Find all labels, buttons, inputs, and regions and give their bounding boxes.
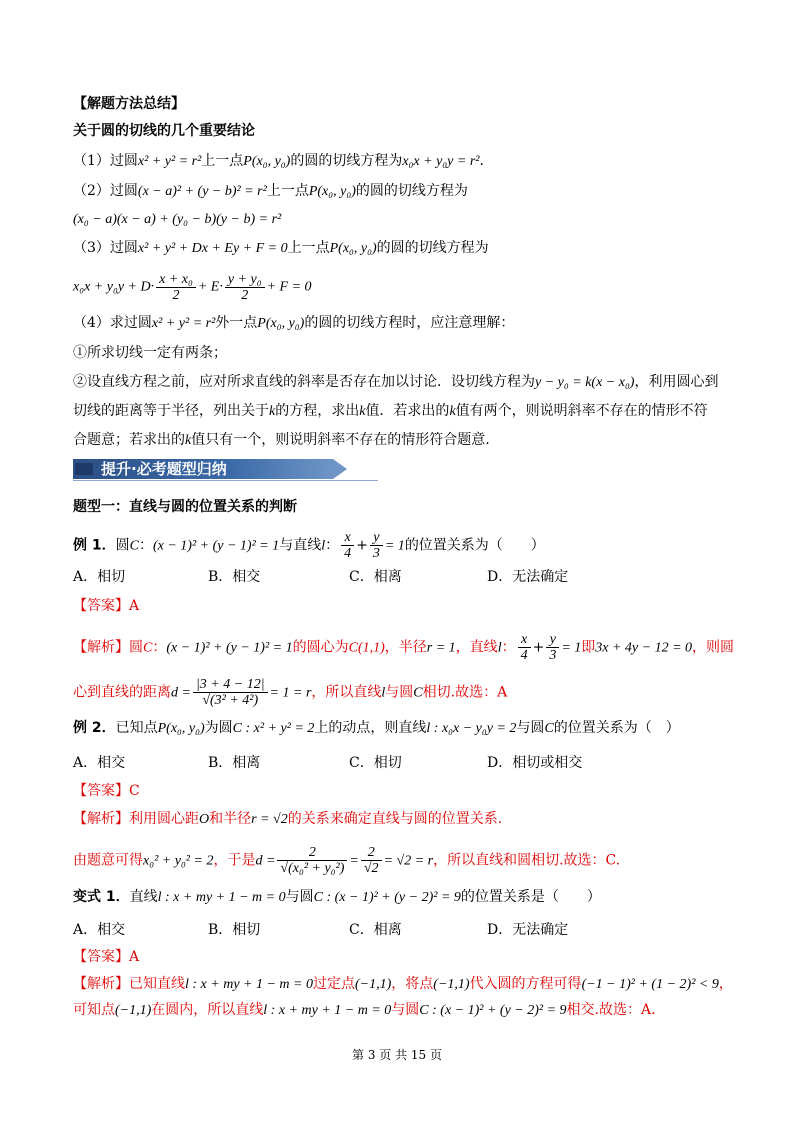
line-eq: l : x + my + 1 − m = 0 [263,1003,392,1018]
fixed-point: (−1,1) [115,1003,152,1018]
rule-2-point: P(x₀, y₀) [308,184,356,199]
rule-3 [73,238,489,259]
numerator: |3 + 4 − 12| [193,677,268,693]
fixed-point: (−1,1) [433,977,470,992]
rule-3-result-a: x₀x + y₀y + D· [73,279,155,295]
circle-name: C [413,685,423,701]
rule-2-circle-eq: (x − a)² + (y − b)² = r² [137,184,267,199]
radius: r = 1 [426,640,456,656]
rule-1-circle-eq: x² + y² = r² [137,154,202,169]
text: 在圆内，所以直线 [151,1002,264,1018]
ex1-answer: 【答案】A [73,598,140,614]
rule-3-result [73,272,312,303]
ex2-option-c[interactable]: C．相切 [349,755,402,771]
note-3-text: 切线的距离等于半径，列出关于 [73,403,269,419]
rule-3-fraction-y [225,272,265,303]
example-1-label: 例 1． [73,537,116,554]
ex1-solution-2 [73,677,507,708]
distance-fraction [193,677,268,708]
text: ，所以直线 [311,684,382,701]
ex2-solution-1 [73,809,502,830]
rule-4-circle-eq: x² + y² = r² [151,316,216,331]
denominator: 3 [372,546,380,561]
plus: + [532,639,545,656]
rule-4-text-c: 的圆的切线方程时，应注意理解： [304,315,515,331]
numerator: y [370,530,383,546]
text: 的圆心为 [292,639,349,656]
line-eq: 3x + 4y − 12 = 0 [595,640,693,656]
rule-2-text: （2）过圆 [73,183,138,199]
note-4 [73,430,490,451]
text: 和半径 [209,811,252,827]
var1-answer: 【答案】A [73,949,140,965]
equals: = √2 = r [383,853,434,869]
equals: = 1 [561,640,582,656]
text: 即 [581,639,596,656]
center: C(1,1) [348,640,385,656]
rule-3-point: P(x₀, y₀) [329,241,377,256]
rule-2 [73,181,468,202]
text: ， [718,976,733,992]
text: 【解析】已知直线 [73,976,185,992]
plus: + [356,537,368,554]
denominator: 2 [241,288,249,303]
fraction [361,845,382,876]
text: 与直线 [279,537,322,554]
fraction [518,632,531,663]
equals: = [349,853,359,869]
text: 代入圆的方程可得 [469,976,582,992]
denominator: 4 [520,648,528,663]
circle-eq: C : x² + y² = 2 [232,721,315,736]
text: 的关系来确定直线与圆的位置关系. [287,811,503,827]
equals: = 1 = r [269,685,312,701]
text: 圆 [115,537,130,554]
circle-eq: (x − 1)² + (y − 1)² = 1 [166,640,293,656]
circle-name: C [143,640,153,656]
fraction [370,530,383,561]
text: 直线 [129,889,158,905]
banner-arrow-tip [333,459,347,479]
text: 与圆 [391,1002,420,1018]
rule-4-point: P(x₀, y₀) [257,316,305,331]
text: 【解析】利用圆心距 [73,811,199,827]
numerator: x + x₀ [156,272,196,288]
text: ： [325,537,340,554]
rule-1-text-c: 的圆的切线方程为 [290,153,403,169]
example-1-question [73,530,545,561]
text: ，半径 [384,639,427,656]
note-3 [73,401,708,422]
ex1-solution-1 [73,632,734,663]
denominator: 2 [172,288,180,303]
text: ，将点 [391,976,434,992]
var1-option-a[interactable]: A．相交 [73,922,126,938]
note-4-k: k [185,433,192,448]
ex1-option-a[interactable]: A．相切 [73,569,126,585]
circle-name: C [544,721,554,736]
text: 的位置关系为（ ） [404,537,545,554]
rule-3-result-c: + F = 0 [266,279,312,295]
note-3-k: k [449,404,456,419]
numerator: y + y₀ [225,272,265,288]
rule-4 [73,313,514,334]
circle-eq: C : (x − 1)² + (y − 2)² = 9 [419,1003,567,1018]
var1-option-c[interactable]: C．相离 [349,922,402,938]
rule-3-text-b: 上一点 [287,240,330,256]
ex2-option-b[interactable]: B．相离 [208,755,261,771]
rule-3-text: （3）过圆 [73,240,138,256]
example-2-question [73,718,680,739]
rule-1-end: . [479,153,484,169]
numerator: 2 [277,845,347,861]
note-2-text-b: ，利用圆心到 [634,374,719,390]
text: 的位置关系是（ ） [460,889,601,905]
note-4-text-b: 值只有一个，则说明斜率不存在的情形符合题意. [191,432,490,448]
banner-mark-icon [75,463,93,475]
text: 由题意可得 [73,852,143,869]
line-name: l [321,538,326,554]
fixed-point: (−1,1) [355,977,392,992]
denominator: √(3² + 4²) [202,693,259,708]
text: 心到直线的距离 [73,684,171,701]
text: 与圆 [385,684,414,701]
inequality: (−1 − 1)² + (1 − 2)² < 9 [581,977,719,992]
denominator: 3 [549,648,557,663]
ex2-solution-2 [73,845,620,876]
distance-d: d = [255,853,276,869]
subtitle: 关于圆的切线的几个重要结论 [73,123,255,139]
rule-1-text: （1）过圆 [73,153,138,169]
fraction [546,632,559,663]
rule-4-text: （4）求过圆 [73,315,152,331]
note-2 [73,372,718,393]
text: 【解析】圆 [73,639,143,656]
denominator: 4 [344,546,352,561]
rule-3-circle-eq: x² + y² + Dx + Ey + F = 0 [137,241,288,256]
rule-3-result-b: + E· [197,279,223,295]
rule-2-text-b: 上一点 [266,183,309,199]
text: 已知点 [115,720,158,736]
text: 与圆 [285,889,314,905]
page-footer: 第 3 页 共 15 页 [352,1048,442,1062]
section-banner [73,457,378,481]
rule-1-point: P(x₀, y₀) [243,154,291,169]
radius: r = √2 [251,812,288,827]
rule-1-result: x₀x + y₀y = r² [402,154,480,169]
variant-1-label: 变式 1． [73,889,130,905]
note-3-text-b: 的方程，求出 [275,403,360,419]
text: ： [152,639,167,656]
banner-title: 提升·必考题型归纳 [101,460,227,478]
text: 相交.故选：A. [566,1002,656,1018]
note-3-k: k [269,404,276,419]
denominator: √(x₀² + y₀²) [280,861,345,876]
section-title: 【解题方法总结】 [73,96,185,112]
distance-d: d = [171,685,191,701]
text: 相切.故选：A [422,684,508,701]
text: ，则圆 [692,639,735,656]
circle-name: C [129,538,139,554]
banner-underline [73,480,378,481]
example-2-label: 例 2． [73,720,116,736]
rule-2-result: (x₀ − a)(x − a) + (y₀ − b)(y − b) = r² [73,212,282,227]
rule-2-text-c: 的圆的切线方程为 [355,183,468,199]
ex2-option-a[interactable]: A．相交 [73,755,126,771]
var1-solution-2 [73,1000,656,1021]
circle-eq: (x − 1)² + (y − 1)² = 1 [152,538,280,554]
rule-3-fraction-x [156,272,196,303]
line-eq: l : x + my + 1 − m = 0 [185,977,313,992]
rule-1 [73,151,484,172]
text: 可知点 [73,1002,115,1018]
text: ： [501,639,516,656]
circle-eq: C : (x − 1)² + (y − 2)² = 9 [313,890,461,905]
sum-eq: x₀² + y₀² = 2 [143,853,214,869]
fraction [341,530,354,561]
ex1-option-d[interactable]: D．无法确定 [487,569,569,585]
rule-4-text-b: 外一点 [215,315,258,331]
var1-option-b[interactable]: B．相切 [208,922,261,938]
text: ，所以直线和圆相切.故选：C. [433,852,621,869]
rule-3-text-c: 的圆的切线方程为 [376,240,489,256]
note-3-k: k [359,404,366,419]
numerator: x [518,632,531,648]
line-eq: l : x₀x − y₀y = 2 [426,721,517,736]
variant-1-question [73,887,601,908]
note-3-text-d: 值有两个，则说明斜率不存在的情形不符 [455,403,708,419]
text: ： [138,537,153,554]
text: 的位置关系为（ ） [553,720,680,736]
numerator: x [341,530,354,546]
rule-1-text-b: 上一点 [201,153,244,169]
type-1-title: 题型一：直线与圆的位置关系的判断 [73,499,297,515]
center-o: O [199,812,210,827]
note-2-text: ②设直线方程之前，应对所求直线的斜率是否存在加以讨论．设切线方程为 [73,374,535,390]
equals: = 1 [384,538,405,554]
note-1: ①所求切线一定有两条； [73,345,227,361]
line-eq: l : x + my + 1 − m = 0 [157,890,286,905]
text: 与圆 [516,720,545,736]
fraction [277,845,347,876]
denominator: √2 [363,861,379,876]
note-3-text-c: 值．若求出的 [365,403,450,419]
line-name: l [497,640,502,656]
text: ，于是 [213,852,256,869]
text: 为圆 [204,720,233,736]
ex1-option-c[interactable]: C．相离 [349,569,402,585]
point: P(x₀, y₀) [157,721,205,736]
note-2-eq: y − y₀ = k(x − x₀) [535,375,635,390]
numerator: y [546,632,559,648]
ex2-answer: 【答案】C [73,783,140,799]
ex1-option-b[interactable]: B．相交 [208,569,261,585]
note-4-text: 合题意；若求出的 [73,432,185,448]
var1-solution-1 [73,974,733,995]
text: ，直线 [455,639,498,656]
numerator: 2 [361,845,382,861]
var1-option-d[interactable]: D．无法确定 [487,922,569,938]
text: 过定点 [313,976,355,992]
text: 上的动点，则直线 [314,720,427,736]
ex2-option-d[interactable]: D．相切或相交 [487,755,583,771]
line-name: l [381,685,386,701]
